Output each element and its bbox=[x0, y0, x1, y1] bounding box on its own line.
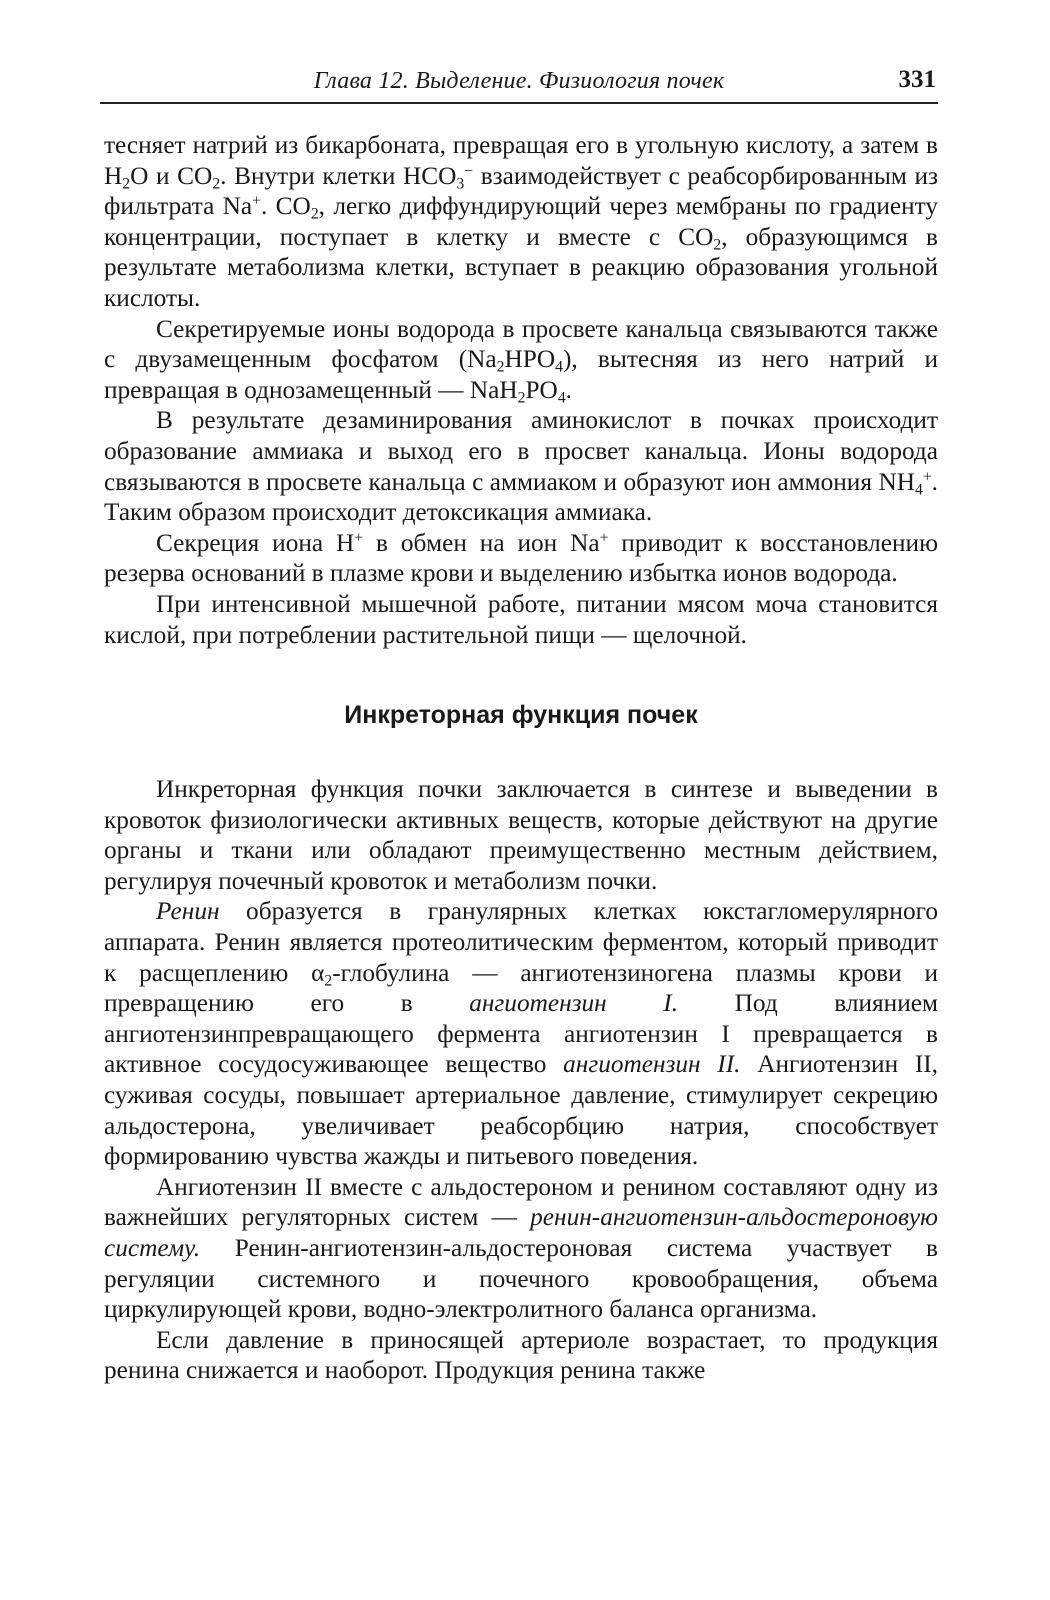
paragraph-raas: Ангиотензин II вместе с альдостероном и ренином составляют одну из важнейших регуляторных систем — ренин-ангиотензин-альдостероновую систему. Ренин-ангиотензин-альдостероновая система участвует в регуляции системного и почечного кровообращения, объема циркулирующей крови, водно-электролитного баланса организма. bbox=[104, 1172, 938, 1324]
paragraph-ammonia: В результате дезаминирования аминокислот в почках происходит образование аммиака и выход его в просвет канальца. Ионы водорода связываются в просвете канальца с аммиаком и образуют ион аммония $NH_4^+$. Таким образом происходит детоксикация аммиака. bbox=[104, 406, 938, 527]
paragraph-renin: Ренин образуется в гранулярных клетках юкстагломерулярного аппарата. Ренин является протеолитическим ферментом, который приводит к расщеплению $\alpha_2$-глобулина — ангиотензиногена плазмы крови и превращению его в ангиотензин I. Под влиянием ангиотензинпревращающего фермента ангиотензин I превращается в активное сосудосуживающее вещество ангиотензин II. Ангиотензин II, суживая сосуды, повышает артериальное давление, стимулирует секрецию альдостерона, увеличивает реабсорбцию натрия, способствует формированию чувства жажды и питьевого поведения. bbox=[104, 897, 938, 1171]
paragraph-bicarbonate: тесняет натрий из бикарбоната, превращая его в угольную кислоту, а затем в $H_2O$ и $CO_2$. Внутри клетки $HCO_3^-$ взаимодействует с реабсорбированным из фильтрата Na+. $CO_2$, легко диффундирующий через мембраны по градиенту концентрации, поступает в клетку и вместе с $CO_2$, образующимся в результате метаболизма клетки, вступает в реакцию образования угольной кислоты. bbox=[104, 131, 938, 312]
paragraph-hydrogen-secretion: Секреция иона H+ в обмен на ион Na+ приводит к восстановлению резерва оснований в плазме крови и выделению избытка ионов водорода. bbox=[104, 528, 938, 588]
chapter-title: Глава 12. Выделение. Физиология почек bbox=[313, 68, 725, 94]
page-number: 331 bbox=[898, 66, 936, 93]
paragraph-arteriole-pressure: Если давление в приносящей артериоле возрастает, то продукция ренина снижается и наоборот. Продукция ренина также bbox=[104, 1325, 938, 1385]
paragraph-phosphate: Секретируемые ионы водорода в просвете канальца связываются также с двузамещенным фосфатом $(Na_2HPO_4)$, вытесняя из него натрий и превращая в однозамещенный — $NaH_2PO_4$. bbox=[104, 314, 939, 407]
running-header bbox=[100, 64, 938, 104]
body-text bbox=[104, 130, 938, 1386]
section-heading: Инкреторная функция почек bbox=[344, 701, 698, 730]
paragraph-incretory-function: Инкреторная функция почки заключается в синтезе и выведении в кровоток физиологически активных веществ, которые действуют на другие органы и ткани или обладают преимущественно местным действием, регулируя почечный кровоток и метаболизм почки. bbox=[104, 775, 938, 895]
paragraph-urine-acidity: При интенсивной мышечной работе, питании мясом моча становится кислой, при потреблении растительной пищи — щелочной. bbox=[104, 589, 938, 649]
